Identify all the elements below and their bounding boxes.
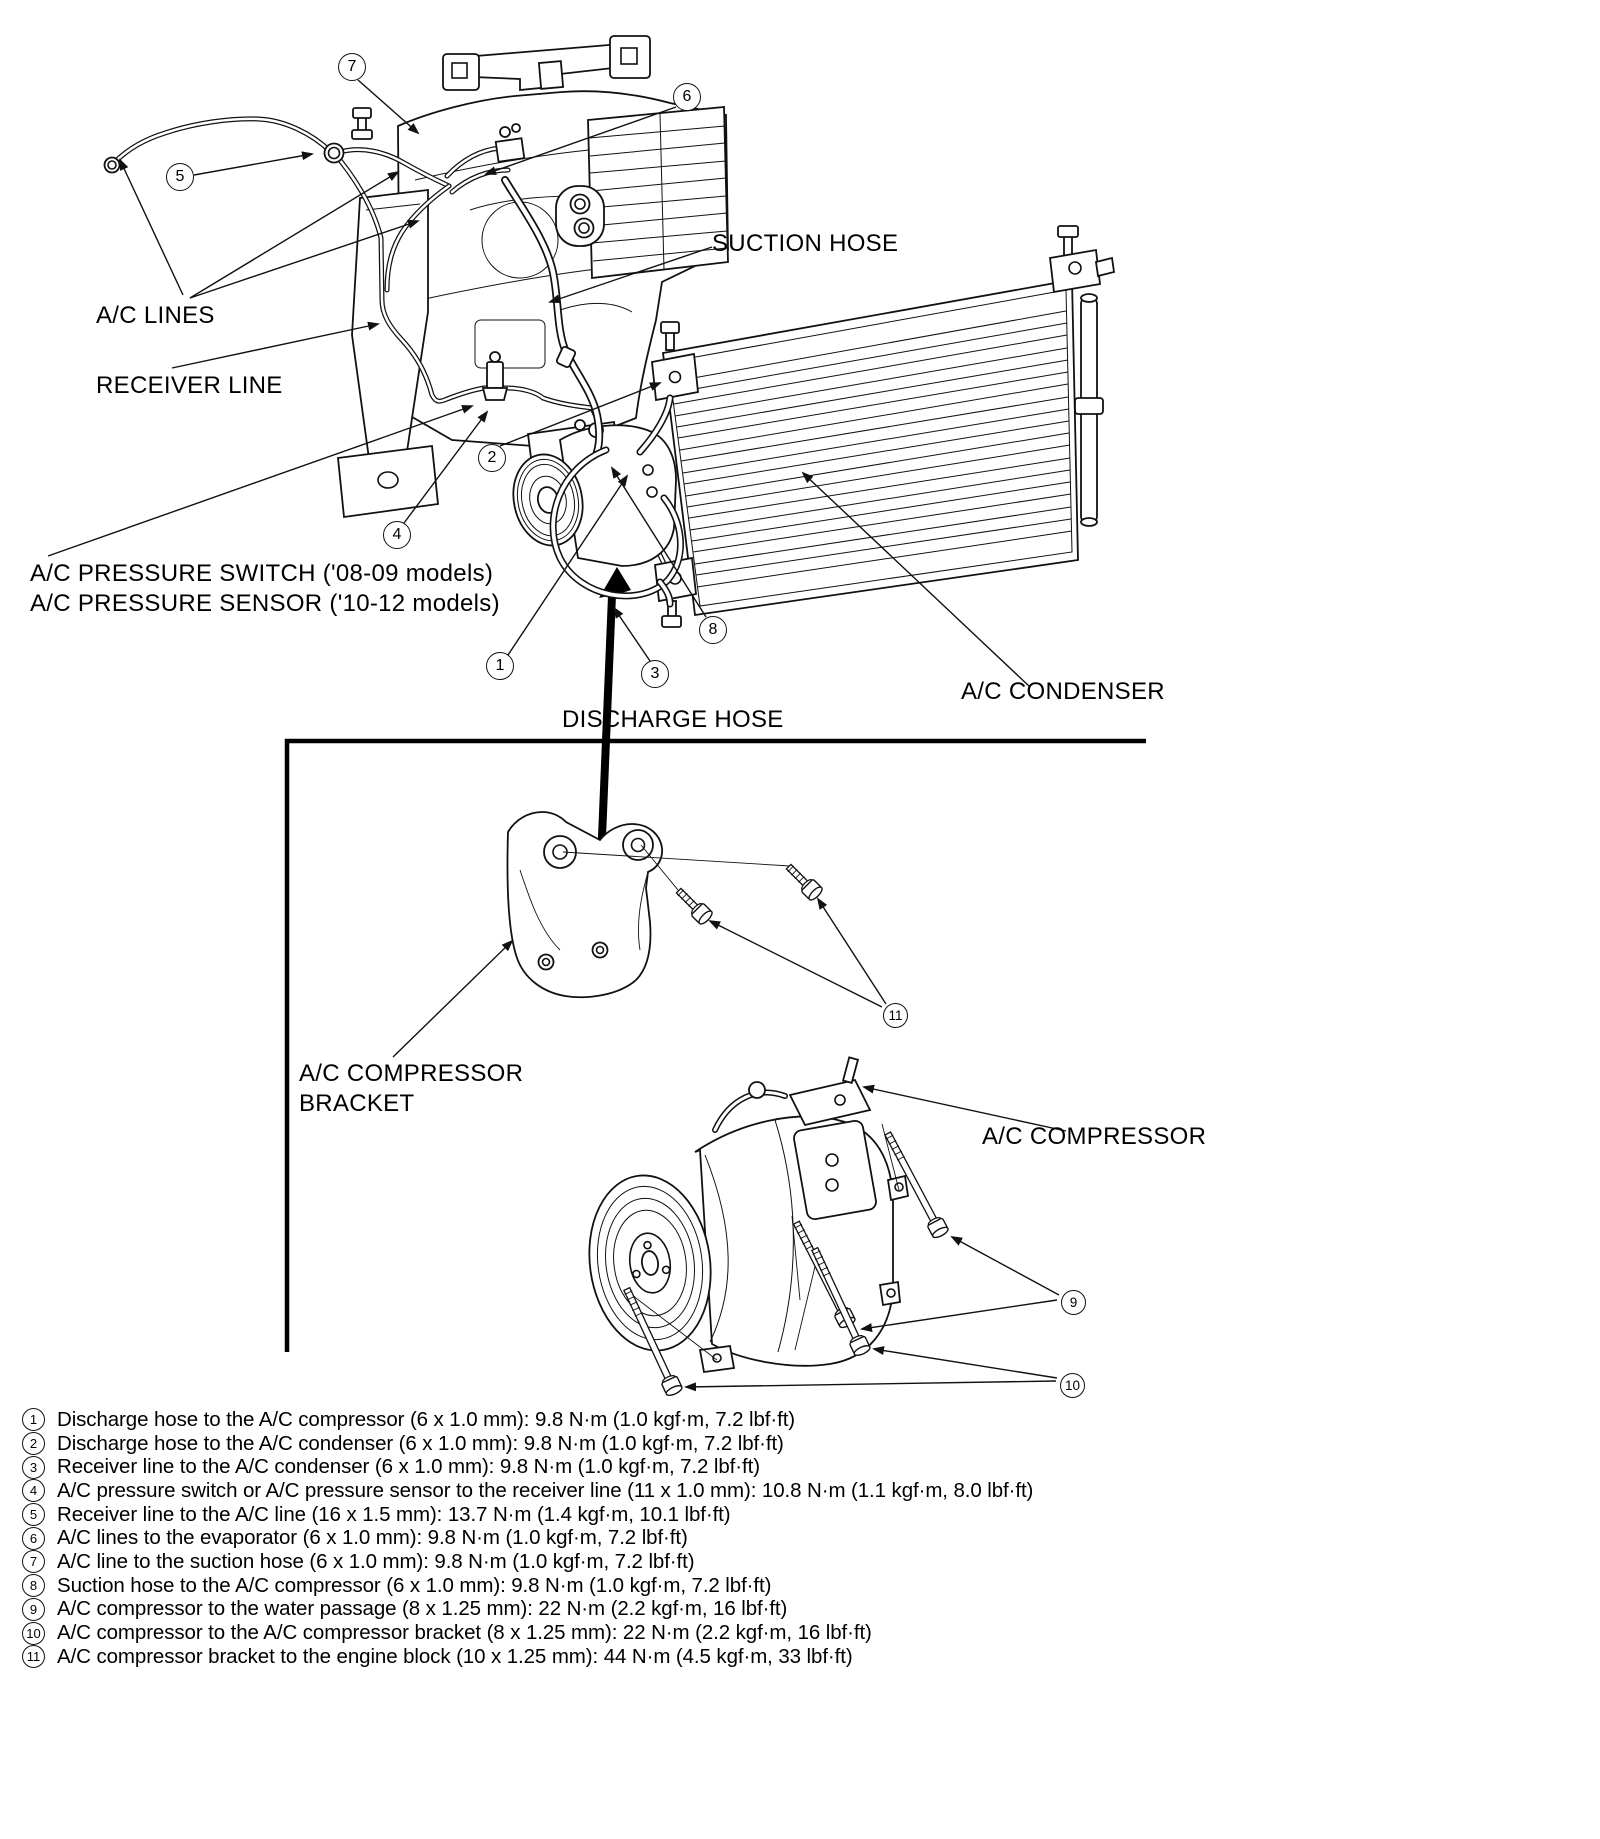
note-row [22, 1526, 1033, 1550]
callout-1: 1 [486, 652, 514, 680]
callout-9: 9 [1061, 1290, 1086, 1315]
note-number: 1 [22, 1408, 45, 1431]
note-number: 3 [22, 1456, 45, 1479]
callout-6: 6 [673, 83, 701, 111]
note-text: A/C compressor bracket to the engine block (10 x 1.25 mm): 44 N·m (4.5 kgf·m, 33 lbf·ft) [57, 1644, 853, 1668]
callout-5: 5 [166, 163, 194, 191]
callout-10: 10 [1060, 1373, 1085, 1398]
note-row [22, 1503, 1033, 1527]
torque-notes-list [22, 1408, 1033, 1669]
note-number: 10 [22, 1622, 45, 1645]
note-text: Suction hose to the A/C compressor (6 x 1.0 mm): 9.8 N·m (1.0 kgf·m, 7.2 lbf·ft) [57, 1573, 772, 1597]
note-row [22, 1432, 1033, 1456]
label-ac-compressor-bracket [299, 1059, 523, 1119]
note-row [22, 1408, 1033, 1432]
note-text: Discharge hose to the A/C compressor (6 x 1.0 mm): 9.8 N·m (1.0 kgf·m, 7.2 lbf·ft) [57, 1407, 796, 1431]
note-text: Discharge hose to the A/C condenser (6 x 1.0 mm): 9.8 N·m (1.0 kgf·m, 7.2 lbf·ft) [57, 1431, 784, 1455]
note-text: Receiver line to the A/C condenser (6 x 1.0 mm): 9.8 N·m (1.0 kgf·m, 7.2 lbf·ft) [57, 1455, 760, 1479]
label-ac-lines: A/C LINES [96, 302, 215, 329]
callout-3: 3 [641, 660, 669, 688]
note-number: 11 [22, 1645, 45, 1668]
evaporator-drawing [338, 36, 728, 517]
label-bracket-line2: BRACKET [299, 1090, 415, 1117]
note-number: 9 [22, 1598, 45, 1621]
note-text: A/C lines to the evaporator (6 x 1.0 mm): 9.8 N·m (1.0 kgf·m, 7.2 lbf·ft) [57, 1526, 688, 1550]
note-text: A/C compressor to the A/C compressor bracket (8 x 1.25 mm): 22 N·m (2.2 kgf·m, 16 lbf·ft) [57, 1621, 872, 1645]
note-number: 4 [22, 1479, 45, 1502]
label-ac-compressor: A/C COMPRESSOR [982, 1123, 1207, 1150]
callout-11: 11 [883, 1003, 908, 1028]
callout-4: 4 [383, 521, 411, 549]
note-number: 2 [22, 1432, 45, 1455]
condenser-drawing [652, 226, 1114, 627]
note-row [22, 1479, 1033, 1503]
note-row [22, 1621, 1033, 1645]
note-row [22, 1598, 1033, 1622]
bracket-drawing [507, 812, 824, 997]
label-bracket-line1: A/C COMPRESSOR [299, 1060, 524, 1087]
label-discharge-hose: DISCHARGE HOSE [562, 706, 784, 733]
label-ac-condenser: A/C CONDENSER [961, 678, 1165, 705]
note-row [22, 1550, 1033, 1574]
label-pressure-switch [30, 559, 500, 619]
note-text: Receiver line to the A/C line (16 x 1.5 mm): 13.7 N·m (1.4 kgf·m, 10.1 lbf·ft) [57, 1502, 731, 1526]
label-pressure-switch-line1: A/C PRESSURE SWITCH ('08-09 models) [30, 560, 494, 587]
callout-7: 7 [338, 53, 366, 81]
note-text: A/C pressure switch or A/C pressure sensor to the receiver line (11 x 1.0 mm): 10.8 N·m (1.1 kgf·m, 8.0 lbf·ft) [57, 1478, 1034, 1502]
label-suction-hose: SUCTION HOSE [712, 230, 899, 257]
note-text: A/C compressor to the water passage (8 x 1.25 mm): 22 N·m (2.2 kgf·m, 16 lbf·ft) [57, 1597, 788, 1621]
note-number: 6 [22, 1527, 45, 1550]
note-number: 5 [22, 1503, 45, 1526]
label-receiver-line: RECEIVER LINE [96, 372, 283, 399]
note-text: A/C line to the suction hose (6 x 1.0 mm): 9.8 N·m (1.0 kgf·m, 7.2 lbf·ft) [57, 1549, 695, 1573]
note-row [22, 1574, 1033, 1598]
compressor-detail-drawing [578, 1057, 949, 1397]
note-number: 8 [22, 1574, 45, 1597]
callout-8: 8 [699, 616, 727, 644]
note-number: 7 [22, 1550, 45, 1573]
note-row [22, 1645, 1033, 1669]
callout-2: 2 [478, 444, 506, 472]
note-row [22, 1455, 1033, 1479]
label-pressure-sensor-line2: A/C PRESSURE SENSOR ('10-12 models) [30, 590, 500, 617]
